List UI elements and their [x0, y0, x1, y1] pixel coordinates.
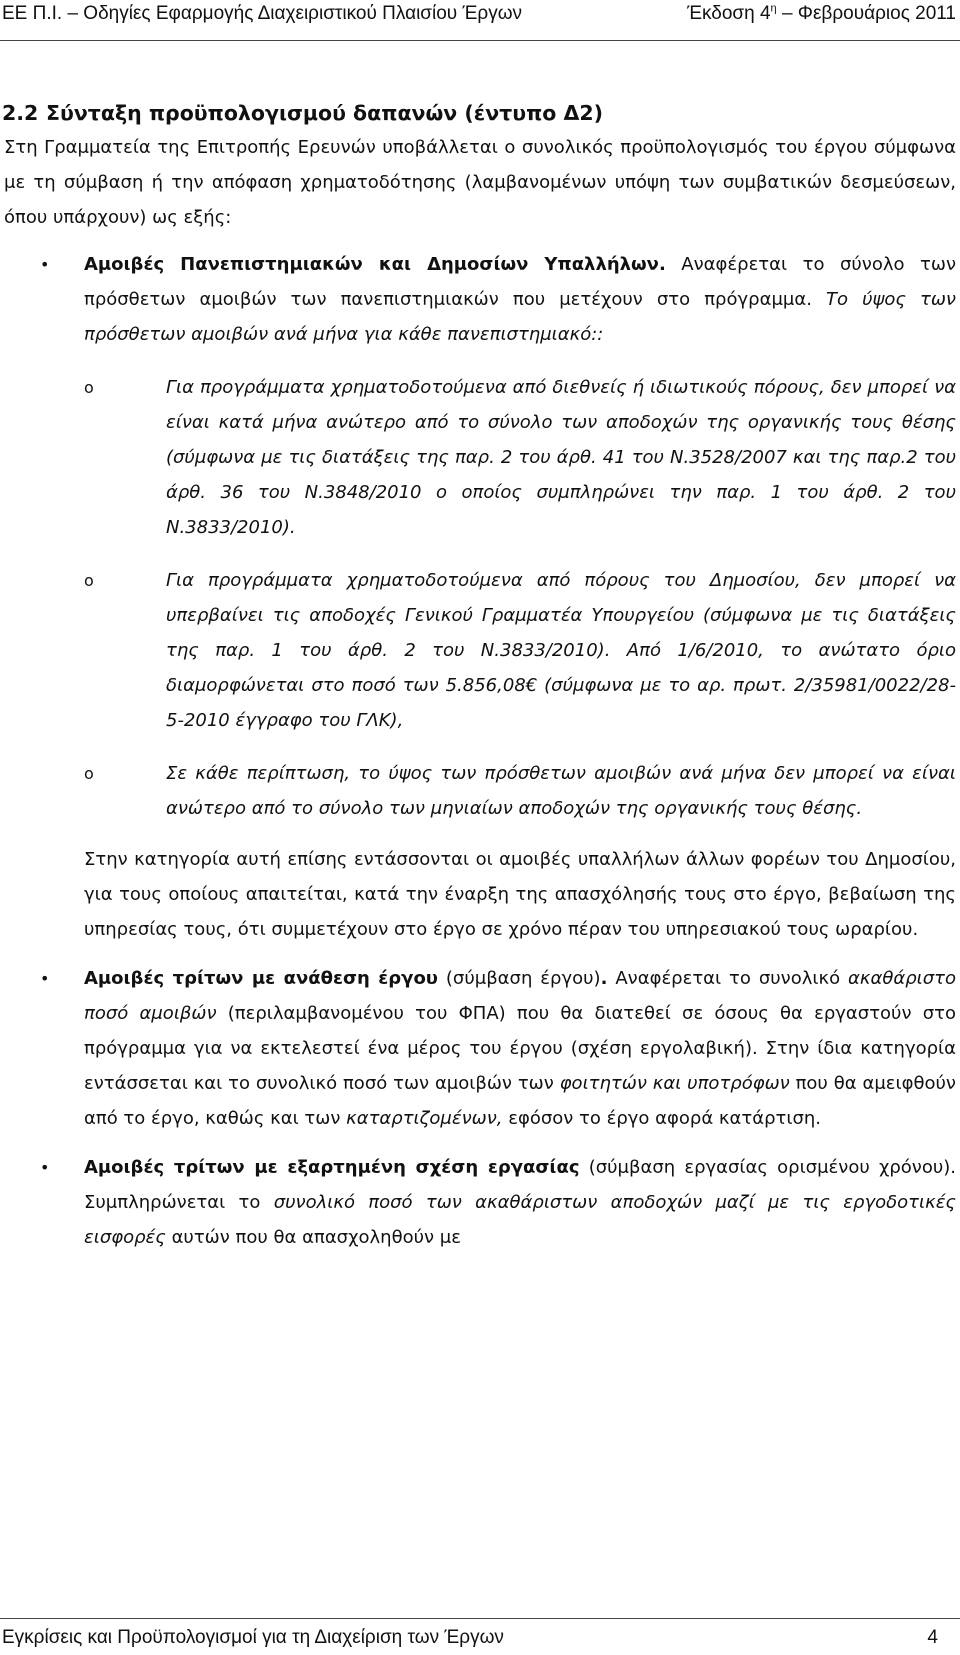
section-heading [2, 98, 960, 128]
bullet-italic-text: συνολικό ποσό των ακαθάριστων αποδοχών μαζί με τις εργοδοτικές εισφορές [84, 1192, 956, 1248]
sub-item-text: Για προγράμματα χρηματοδοτούμενα από πόρους του Δημοσίου, δεν μπορεί να υπερβαίνει τις αποδοχές Γενικού Γραμματέα Υπουργείου (σύμφωνα με τις διατάξεις της παρ. 1 του άρθ. 2 του Ν.3833/2010). Από 1/6/2010, το ανώτατο όριο διαμορφώνεται στο ποσό των 5.856,08€ (σύμφωνα με το αρ. πρωτ. 2/35981/0022/28-5-2010 έγγραφο του ΓΛΚ), [166, 570, 956, 731]
bullet-text: (σύμβαση εργασίας ορισμένου χρόνου). Συμπληρώνεται το [84, 1157, 957, 1213]
bullet-paragraph [84, 247, 956, 352]
bullet-icon: • [40, 255, 50, 274]
circle-bullet-icon: o [84, 571, 94, 590]
bullet-title: Αμοιβές Πανεπιστημιακών και Δημοσίων Υπαλλήλων. [84, 254, 666, 275]
bullet-paragraph [84, 961, 956, 1136]
bullet-item-contract-work [0, 961, 960, 1136]
bullet-italic-text: Το ύψος των πρόσθετων αμοιβών ανά μήνα για κάθε πανεπιστημιακό:: [84, 289, 956, 345]
circle-bullet-icon: o [84, 764, 94, 783]
circle-bullet-icon: o [84, 378, 94, 397]
bullet-period: . [600, 968, 608, 989]
header-document-title: ΕΕ Π.Ι. – Οδηγίες Εφαρμογής Διαχειριστικού Πλαισίου Έργων [2, 3, 523, 24]
header-edition-sup: η [770, 2, 777, 15]
intro-paragraph: Στη Γραμματεία της Επιτροπής Ερευνών υποβάλλεται ο συνολικός προϋπολογισμός του έργου σύμφωνα με τη σύμβαση ή την απόφαση χρηματοδότησης (λαμβανομένων υπόψη των συμβατικών δεσμεύσεων, όπου υπάρχουν) ως εξής: [4, 137, 956, 228]
footer-title: Εγκρίσεις και Προϋπολογισμοί για τη Διαχείριση των Έργων [2, 1627, 504, 1648]
bullet-text: Αναφέρεται το συνολικό [607, 968, 849, 989]
bullet-title: Αμοιβές τρίτων με εξαρτημένη σχέση εργασίας [84, 1157, 580, 1178]
section-number: 2.2 [2, 101, 39, 125]
bullet-icon: • [40, 969, 50, 988]
sub-item-international-funding [0, 370, 960, 545]
sub-item-any-case [0, 756, 960, 826]
page-number: 4 [927, 1627, 938, 1648]
bullet-italic-text: ακαθάριστο ποσό αμοιβών [84, 968, 957, 1024]
bullet-item-professors [0, 247, 960, 352]
bullet-italic-text: καταρτιζομένων, [346, 1108, 503, 1129]
bullet-text: που θα αμειφθούν από το έργο, καθώς και των [84, 1073, 956, 1129]
bullet-icon: • [40, 1158, 50, 1177]
sub-item-text: Σε κάθε περίπτωση, το ύψος των πρόσθετων αμοιβών ανά μήνα δεν μπορεί να είναι ανώτερο από το σύνολο των μηνιαίων αποδοχών της οργανικής τους θέσης. [166, 763, 956, 819]
bullet-paragraph [84, 1150, 956, 1255]
page-footer [0, 1618, 960, 1655]
header-edition [687, 0, 956, 28]
bullet-text: (περιλαμβανομένου του ΦΠΑ) που θα διατεθεί σε όσους θα εργαστούν στο πρόγραμμα για να εκτελεστεί ένα μέρος του έργου (σχέση εργολαβική). Στην ίδια κατηγορία εντάσσεται και το συνολικό ποσό των αμοιβών των [84, 1003, 957, 1094]
bullet-text: αυτών που θα απασχοληθούν με [165, 1227, 461, 1248]
public-employees-paragraph: Στην κατηγορία αυτή επίσης εντάσσονται οι αμοιβές υπαλλήλων άλλων φορέων του Δημοσίου, για τους οποίους απαιτείται, κατά την έναρξη της απασχόλησής τους στο έργο, βεβαίωση της υπηρεσίας τους, ότι συμμετέχουν στο έργο σε χρόνο πέραν του υπηρεσιακού τους ωραρίου. [84, 849, 956, 940]
bullet-title: Αμοιβές τρίτων με ανάθεση έργου [84, 968, 438, 989]
bullet-text: (σύμβαση έργου) [437, 968, 601, 989]
page-content [0, 98, 960, 1255]
sub-item-public-funding [0, 563, 960, 738]
bullet-text: Αναφέρεται το σύνολο των πρόσθετων αμοιβών των πανεπιστημιακών που μετέχουν στο πρόγραμμα. [84, 254, 956, 310]
section-title: Σύνταξη προϋπολογισμού δαπανών (έντυπο Δ2) [46, 101, 604, 125]
bullet-item-employment-contract [0, 1150, 960, 1255]
header-edition-suffix: – Φεβρουάριος 2011 [776, 3, 956, 24]
bullet-italic-text: φοιτητών και υποτρόφων [559, 1073, 790, 1094]
page-header [0, 0, 960, 41]
header-edition-prefix: Έκδοση 4 [687, 3, 771, 24]
bullet-text: εφόσον το έργο αφορά κατάρτιση. [502, 1108, 821, 1129]
sub-item-text: Για προγράμματα χρηματοδοτούμενα από διεθνείς ή ιδιωτικούς πόρους, δεν μπορεί να είναι κατά μήνα ανώτερο από το σύνολο των αποδοχών της οργανικής τους θέσης (σύμφωνα με τις διατάξεις της παρ. 2 του άρθ. 41 του Ν.3528/2007 και της παρ.2 του άρθ. 36 του Ν.3848/2010 ο οποίος συμπληρώνει την παρ. 1 του άρθ. 2 του Ν.3833/2010). [166, 377, 956, 538]
